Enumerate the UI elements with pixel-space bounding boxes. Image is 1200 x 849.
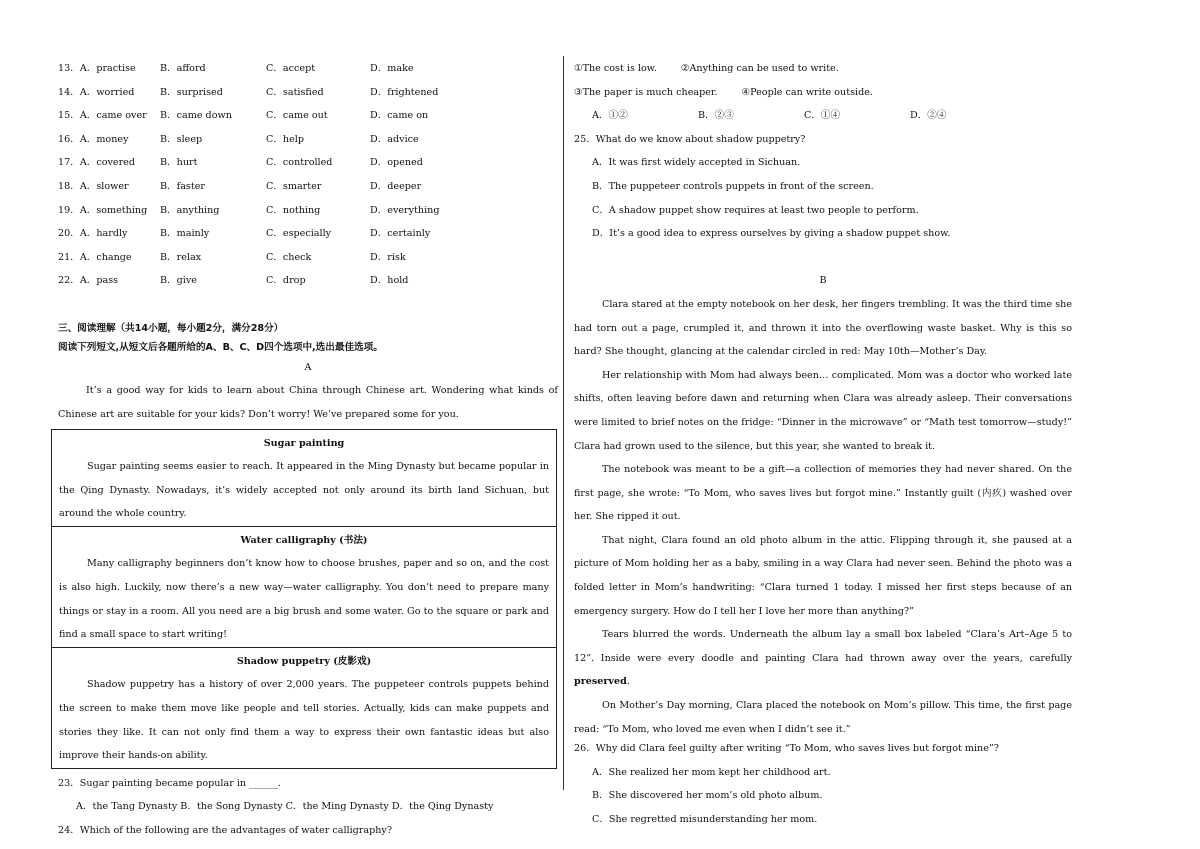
- option: A．something: [79, 204, 148, 216]
- cloze-question-row: [58, 204, 558, 228]
- option: C．help: [266, 133, 305, 145]
- option: D．make: [370, 63, 414, 74]
- question-26-stem: 26．Why did Clara feel guilty after writing “To Mom, who saves lives but forgot mine”?: [574, 743, 999, 755]
- option: D．everything: [370, 204, 440, 216]
- question-number-and-option: [58, 274, 160, 298]
- passage-b-paragraph: [574, 623, 1072, 694]
- question-number: 13．: [58, 63, 80, 74]
- question-number: 14．: [58, 86, 80, 98]
- question-26-option: A．She realized her mom kept her childhood art.: [592, 766, 831, 778]
- question-24-items-row1: [574, 62, 1072, 86]
- cloze-question-row: [58, 133, 558, 157]
- option: D．frightened: [370, 86, 439, 98]
- question-25-option: D．It’s a good idea to express ourselves by giving a shadow puppet show.: [592, 228, 951, 240]
- option: D．advice: [370, 133, 419, 145]
- passage-b-paragraph: On Mother’s Day morning, Clara placed the notebook on Mom’s pillow. This time, the first page read: “To Mom, who loved me even when I didn’t see it.”: [574, 700, 1072, 735]
- option: B．give: [160, 275, 197, 287]
- option: C．nothing: [266, 204, 321, 216]
- question-number: 22．: [58, 275, 80, 287]
- paragraph-text: Tears blurred the words. Underneath the album lay a small box labeled “Clara’s Art–Age 5 to 12”. Inside were every doodle and painting Clara had thrown away over the years, carefully: [574, 629, 1072, 664]
- option: B．hurt: [160, 157, 198, 169]
- paragraph-end: .: [626, 676, 630, 688]
- question-number: 21．: [58, 251, 80, 263]
- section-heading: Sugar painting: [263, 437, 345, 449]
- item: ②Anything can be used to write.: [680, 63, 839, 74]
- option: A．pass: [79, 275, 119, 287]
- option: C．controlled: [266, 157, 333, 169]
- left-column: [58, 62, 558, 848]
- question-24-stem: 24．Which of the following are the advantages of water calligraphy?: [58, 825, 392, 836]
- section-title: 三、阅读理解（共14小题，每小题2分，满分28分）: [58, 322, 284, 334]
- option: A．came over: [79, 110, 147, 122]
- option: C．①④: [804, 110, 841, 122]
- cloze-question-row: [58, 251, 558, 275]
- cloze-question-row: [58, 156, 558, 180]
- cloze-question-row: [58, 274, 558, 298]
- section-instruction: 阅读下列短文,从短文后各题所给的A、B、C、D四个选项中,选出最佳选项。: [58, 342, 383, 354]
- option: C．drop: [266, 275, 306, 287]
- section-body: Many calligraphy beginners don’t know how to choose brushes, paper and so on, and the cost is also high. Luckily, now there’s a new way—water calligraphy. You don’t need to prepare many things or stay in a room. All you need are a big brush and some water. Go to the square or park and find a small space to start writing!: [59, 558, 549, 641]
- option: A．money: [79, 133, 129, 145]
- option: A．covered: [79, 157, 135, 169]
- question-23-stem: 23．Sugar painting became popular in ______.: [58, 777, 281, 789]
- passage-b-label: B: [819, 275, 827, 287]
- question-25-option: C．A shadow puppet show requires at least two people to perform.: [592, 204, 919, 216]
- option: A．practise: [79, 63, 136, 74]
- spacer: [58, 298, 558, 322]
- option: B．surprised: [160, 86, 223, 98]
- section-body: Shadow puppetry has a history of over 2,000 years. The puppeteer controls puppets behind the screen to make them move like people and tell stories. Actually, kids can make puppets and stories they like. It can not only find them a way to express their own fantastic ideas but also improve their hands-on ability.: [59, 679, 549, 762]
- question-number-and-option: [58, 251, 160, 275]
- cloze-question-row: [58, 227, 558, 251]
- option: C．satisfied: [266, 86, 324, 98]
- option: A．change: [79, 251, 132, 263]
- spacer: [574, 251, 1072, 275]
- cloze-question-row: [58, 86, 558, 110]
- option: A．worried: [79, 86, 135, 98]
- option: C．accept: [266, 63, 316, 74]
- box-section-water-calligraphy: [52, 527, 556, 648]
- option: D．②④: [910, 110, 947, 122]
- passage-a-label: A: [304, 361, 312, 373]
- question-26-option: B．She discovered her mom’s old photo album.: [592, 790, 823, 802]
- question-number-and-option: [58, 86, 160, 110]
- option: D．risk: [370, 251, 406, 263]
- question-number-and-option: [58, 109, 160, 133]
- question-24-items-row2: [574, 86, 1072, 110]
- passage-a-intro: It’s a good way for kids to learn about China through Chinese art. Wondering what kinds of Chinese art are suitable for your kids? Don’t worry! We’ve prepared some for you.: [58, 385, 558, 420]
- question-number: 18．: [58, 180, 80, 192]
- section-heading: Shadow puppetry (皮影戏): [236, 655, 372, 667]
- option: C．check: [266, 251, 312, 263]
- question-23-options: A．the Tang Dynasty B．the Song Dynasty C．the Ming Dynasty D．the Qing Dynasty: [76, 801, 494, 813]
- box-section-shadow-puppetry: [52, 648, 556, 768]
- option: A．hardly: [79, 228, 128, 240]
- option: B．faster: [160, 180, 205, 192]
- box-section-sugar-painting: [52, 430, 556, 527]
- option: D．certainly: [370, 228, 431, 240]
- option: D．came on: [370, 110, 429, 122]
- question-number-and-option: [58, 156, 160, 180]
- question-25-option: A．It was first widely accepted in Sichuan.: [592, 157, 801, 169]
- option: D．hold: [370, 275, 409, 287]
- question-number-and-option: [58, 204, 160, 228]
- question-25-stem: 25．What do we know about shadow puppetry?: [574, 133, 806, 145]
- passage-b-paragraph: Her relationship with Mom had always been… complicated. Mom was a doctor who worked late shifts, often leaving before dawn and returning when Clara was already asleep. Their conversations were limited to brief notes on the fridge: “Dinner in the microwave” or “Math test tomorrow—study!” Clara had grown used to the silence, but this year, she wanted to break it.: [574, 369, 1072, 452]
- option: C．smarter: [266, 180, 322, 192]
- question-24-options: [574, 109, 1072, 133]
- question-number-and-option: [58, 62, 160, 86]
- question-26-option: C．She regretted misunderstanding her mom.: [592, 814, 818, 825]
- question-number: 17．: [58, 157, 80, 169]
- cloze-options-list: [58, 62, 558, 298]
- section-heading: Water calligraphy (书法): [240, 534, 368, 546]
- question-number-and-option: [58, 133, 160, 157]
- cloze-question-row: [58, 62, 558, 86]
- right-column: [574, 62, 1072, 837]
- question-number: 16．: [58, 133, 80, 145]
- passage-b-paragraph: Clara stared at the empty notebook on her desk, her fingers trembling. It was the third time she had torn out a page, crumpled it, and thrown it into the overflowing waste basket. Why is this so hard? She thought, glancing at the calendar circled in red: May 10th—Mother’s Day.: [574, 298, 1072, 358]
- option: C．came out: [266, 110, 328, 122]
- bold-word: preserved: [574, 676, 627, 688]
- option: B．came down: [160, 110, 232, 122]
- option: A．①②: [592, 110, 628, 122]
- passage-b-paragraph: The notebook was meant to be a gift—a collection of memories they had never shared. On the first page, she wrote: “To Mom, who saves lives but forgot mine.” Instantly guilt (内疚) washed over her. She ripped it out.: [574, 464, 1072, 523]
- option: B．relax: [160, 251, 202, 263]
- question-25-option: B．The puppeteer controls puppets in front of the screen.: [592, 180, 874, 192]
- question-number-and-option: [58, 180, 160, 204]
- option: B．anything: [160, 204, 220, 216]
- option: A．slower: [79, 180, 129, 192]
- option: B．afford: [160, 63, 206, 74]
- option: B．②③: [698, 110, 734, 122]
- cloze-question-row: [58, 180, 558, 204]
- option: B．mainly: [160, 228, 210, 240]
- question-number: 19．: [58, 204, 80, 216]
- option: B．sleep: [160, 133, 203, 145]
- cloze-question-row: [58, 109, 558, 133]
- item: ④People can write outside.: [741, 86, 873, 98]
- item: ③The paper is much cheaper.: [574, 86, 718, 98]
- question-number-and-option: [58, 227, 160, 251]
- column-divider: [563, 56, 564, 790]
- passage-a-box: [51, 429, 557, 769]
- item: ①The cost is low.: [574, 63, 657, 74]
- option: D．opened: [370, 157, 423, 169]
- passage-b-paragraph: That night, Clara found an old photo album in the attic. Flipping through it, she paused at a picture of Mom holding her as a baby, smiling in a way Clara had never seen. Behind the photo was a folded letter in Mom’s handwriting: “Clara turned 1 today. I missed her first steps because of an emergency surgery. How do I tell her I love her more than anything?”: [574, 534, 1072, 617]
- option: D．deeper: [370, 180, 422, 192]
- option: C．especially: [266, 228, 332, 240]
- question-number: 20．: [58, 228, 80, 240]
- question-number: 15．: [58, 110, 80, 122]
- section-body: Sugar painting seems easier to reach. It appeared in the Ming Dynasty but became popular in the Qing Dynasty. Nowadays, it’s widely accepted not only around its birth land Sichuan, but around the whole country.: [59, 461, 549, 520]
